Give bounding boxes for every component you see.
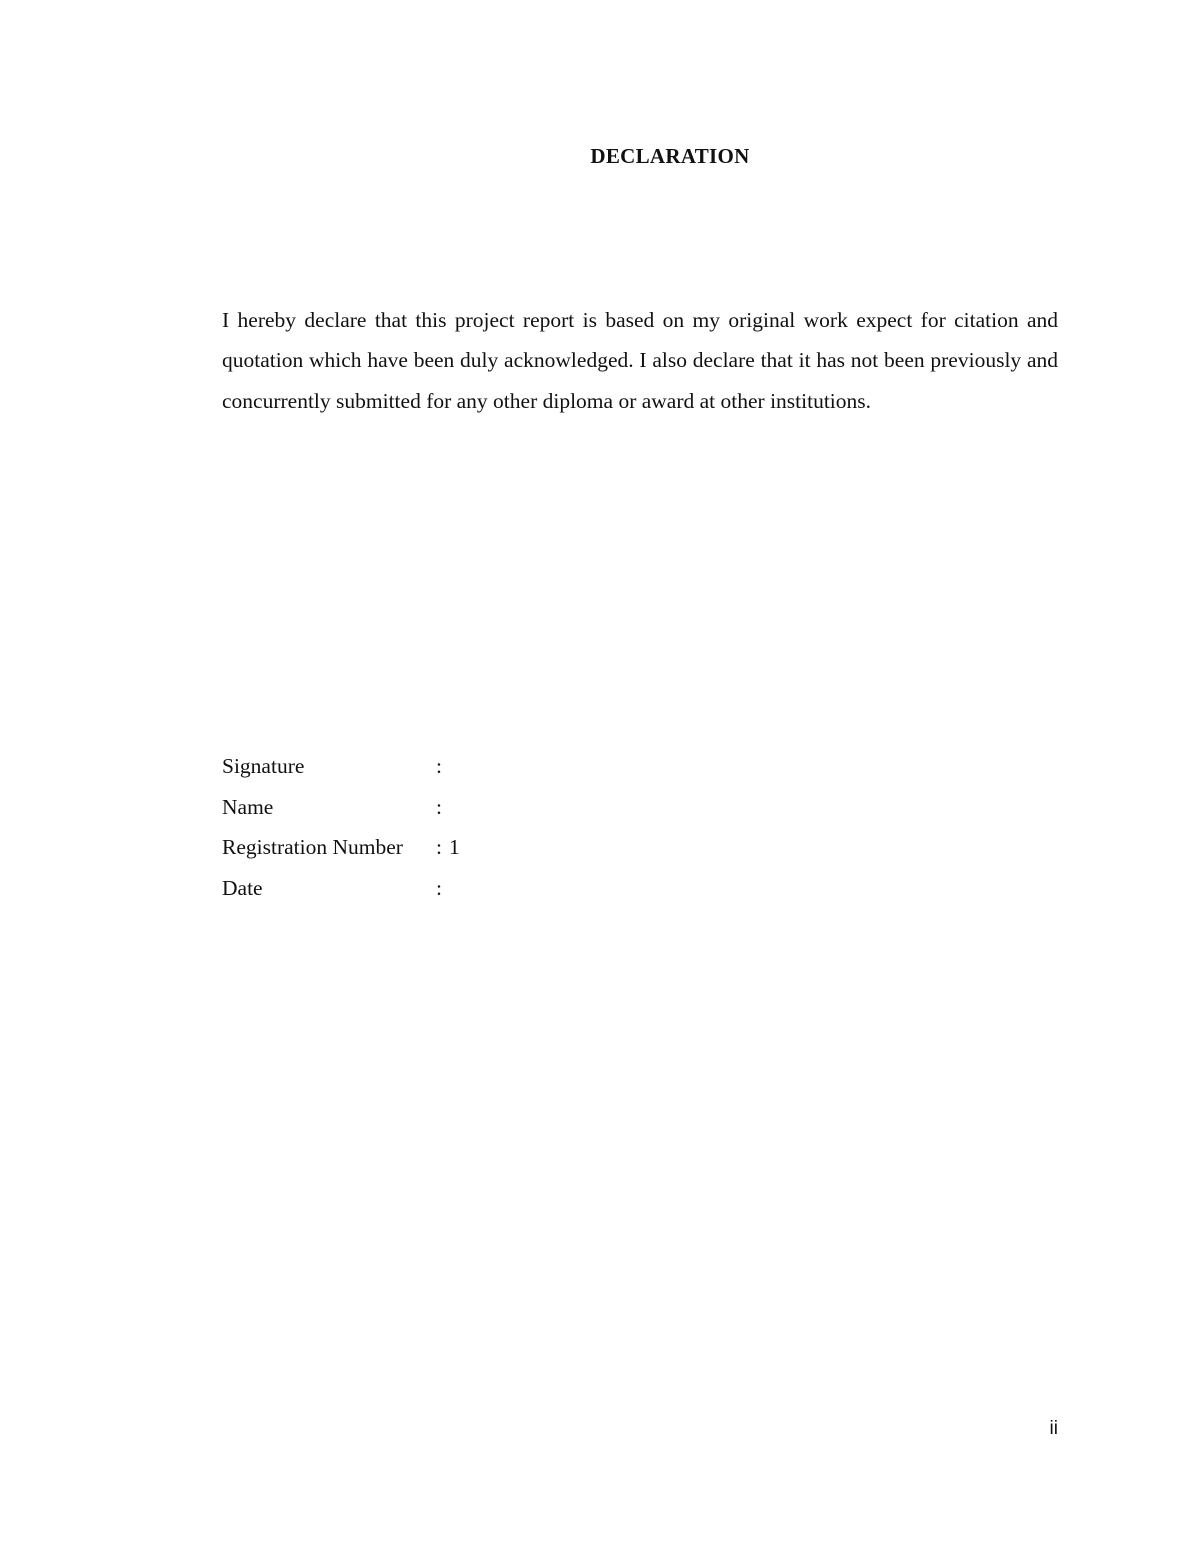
field-registration-number bbox=[222, 827, 822, 868]
declaration-fields bbox=[222, 746, 822, 908]
field-label: Date bbox=[222, 875, 263, 900]
page-number: ii bbox=[1049, 1418, 1058, 1439]
field-name bbox=[222, 787, 822, 828]
field-label: Name bbox=[222, 794, 274, 819]
field-label: Registration Number bbox=[222, 835, 403, 859]
field-date bbox=[222, 868, 822, 909]
field-value: 1 bbox=[449, 835, 460, 859]
page-title: DECLARATION bbox=[590, 144, 750, 168]
field-colon: : bbox=[436, 875, 442, 900]
field-label: Signature bbox=[222, 754, 305, 778]
field-signature bbox=[222, 746, 822, 787]
declaration-paragraph: I hereby declare that this project report is based on my original work expect for citation and quotation which have been duly acknowledged. I also declare that it has not been previously and concurrently submitted for any other diploma or award at other institutions. bbox=[222, 308, 1058, 413]
field-colon: : bbox=[436, 794, 442, 819]
field-colon: : bbox=[436, 754, 442, 778]
field-colon: : bbox=[436, 835, 442, 859]
